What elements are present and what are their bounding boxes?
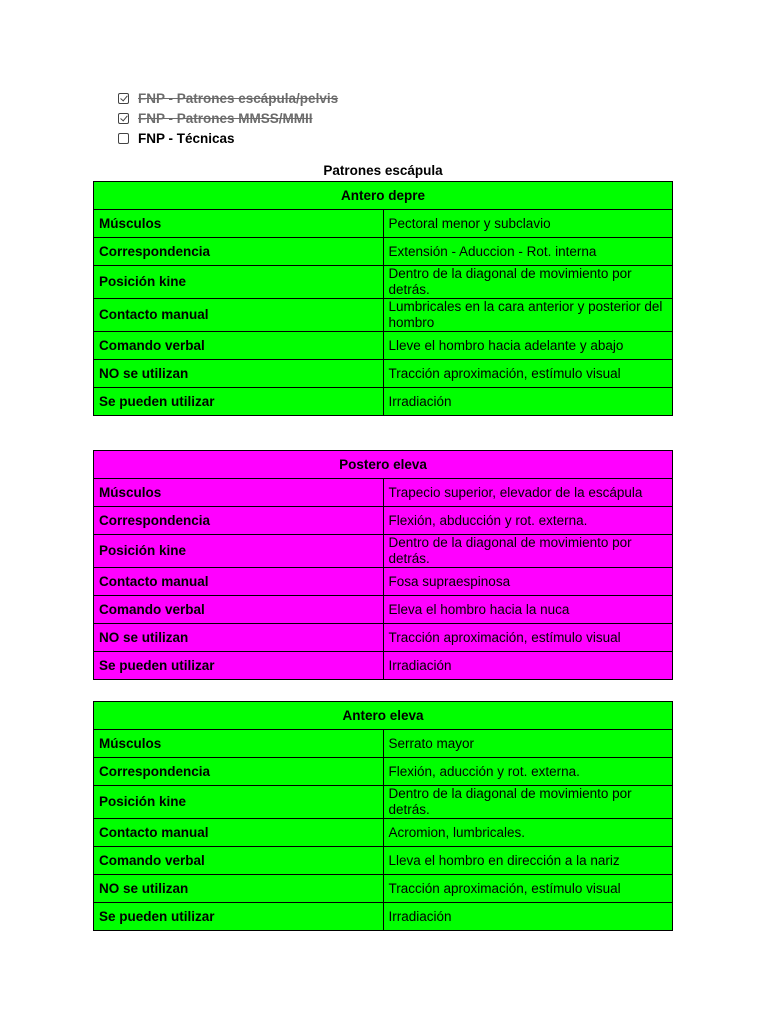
row-label: Músculos	[94, 210, 384, 238]
row-value: Pectoral menor y subclavio	[383, 210, 673, 238]
checklist-item-patrones-escapula-pelvis[interactable]	[118, 88, 338, 108]
table-header-row	[94, 182, 673, 210]
checklist-item-tecnicas[interactable]	[118, 128, 338, 148]
row-label: Comando verbal	[94, 596, 384, 624]
table-row	[94, 758, 673, 786]
table-row	[94, 388, 673, 416]
row-value: Flexión, abducción y rot. externa.	[383, 507, 673, 535]
table-row	[94, 238, 673, 266]
row-label: Se pueden utilizar	[94, 652, 384, 680]
row-label: Posición kine	[94, 535, 384, 568]
row-value: Lleve el hombro hacia adelante y abajo	[383, 332, 673, 360]
row-label: NO se utilizan	[94, 624, 384, 652]
row-value: Tracción aproximación, estímulo visual	[383, 360, 673, 388]
section-title: Patrones escápula	[323, 163, 443, 178]
row-label: Contacto manual	[94, 299, 384, 332]
table-row	[94, 568, 673, 596]
row-label: Correspondencia	[94, 238, 384, 266]
row-value: Fosa supraespinosa	[383, 568, 673, 596]
table-row	[94, 210, 673, 238]
row-label: Comando verbal	[94, 847, 384, 875]
row-label: Correspondencia	[94, 507, 384, 535]
checkbox-checked-icon[interactable]	[118, 113, 129, 124]
row-value: Acromion, lumbricales.	[383, 819, 673, 847]
table-row	[94, 360, 673, 388]
row-value: Tracción aproximación, estímulo visual	[383, 875, 673, 903]
row-label: Correspondencia	[94, 758, 384, 786]
row-label: Músculos	[94, 479, 384, 507]
checklist-item-label: FNP - Patrones MMSS/MMII	[138, 110, 313, 126]
row-label: NO se utilizan	[94, 360, 384, 388]
pattern-table-antero-depre	[93, 181, 673, 416]
row-value: Eleva el hombro hacia la nuca	[383, 596, 673, 624]
table-header-row	[94, 451, 673, 479]
table-row	[94, 535, 673, 568]
checklist-item-label: FNP - Patrones escápula/pelvis	[138, 90, 339, 106]
row-label: Se pueden utilizar	[94, 388, 384, 416]
row-value: Serrato mayor	[383, 730, 673, 758]
table-row	[94, 847, 673, 875]
row-value: Lumbricales en la cara anterior y posterior del hombro	[383, 299, 673, 332]
row-label: Posición kine	[94, 266, 384, 299]
table-header: Antero eleva	[94, 702, 673, 730]
table-row	[94, 875, 673, 903]
pattern-table-postero-eleva	[93, 450, 673, 680]
pattern-table-antero-eleva	[93, 701, 673, 931]
task-checklist	[118, 88, 338, 148]
table-row	[94, 332, 673, 360]
table-row	[94, 786, 673, 819]
table-row	[94, 624, 673, 652]
row-value: Lleva el hombro en dirección a la nariz	[383, 847, 673, 875]
row-label: Comando verbal	[94, 332, 384, 360]
table-row	[94, 266, 673, 299]
row-value: Dentro de la diagonal de movimiento por detrás.	[383, 535, 673, 568]
row-label: Contacto manual	[94, 819, 384, 847]
checkbox-unchecked-icon[interactable]	[118, 133, 129, 144]
table-header: Antero depre	[94, 182, 673, 210]
row-label: Contacto manual	[94, 568, 384, 596]
table-row	[94, 299, 673, 332]
checklist-item-label: FNP - Técnicas	[138, 130, 235, 146]
row-value: Flexión, aducción y rot. externa.	[383, 758, 673, 786]
row-label: Músculos	[94, 730, 384, 758]
row-value: Irradiación	[383, 388, 673, 416]
table-row	[94, 596, 673, 624]
checklist-item-patrones-mmss-mmii[interactable]	[118, 108, 338, 128]
table-row	[94, 507, 673, 535]
row-label: Se pueden utilizar	[94, 903, 384, 931]
row-label: NO se utilizan	[94, 875, 384, 903]
table-row	[94, 652, 673, 680]
checkbox-checked-icon[interactable]	[118, 93, 129, 104]
table-row	[94, 730, 673, 758]
table-header-row	[94, 702, 673, 730]
table-row	[94, 819, 673, 847]
table-header: Postero eleva	[94, 451, 673, 479]
row-value: Extensión - Aduccion - Rot. interna	[383, 238, 673, 266]
row-value: Dentro de la diagonal de movimiento por detrás.	[383, 786, 673, 819]
table-row	[94, 903, 673, 931]
row-value: Dentro de la diagonal de movimiento por detrás.	[383, 266, 673, 299]
table-row	[94, 479, 673, 507]
row-value: Trapecio superior, elevador de la escápula	[383, 479, 673, 507]
row-value: Irradiación	[383, 652, 673, 680]
row-value: Tracción aproximación, estímulo visual	[383, 624, 673, 652]
row-value: Irradiación	[383, 903, 673, 931]
row-label: Posición kine	[94, 786, 384, 819]
